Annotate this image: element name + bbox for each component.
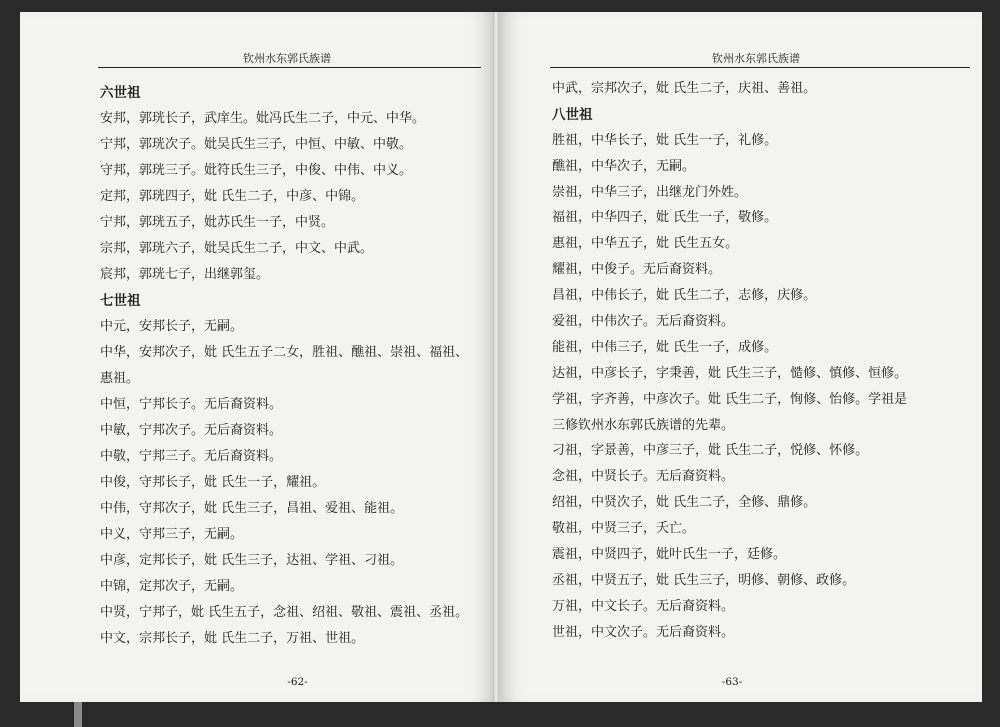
genealogy-line: 中彦，定邦长子，妣 氏生三子，达祖、学祖、刁祖。 [100,553,404,568]
genealogy-line: 福祖，中华四子，妣 氏生一子，敬修。 [552,210,778,226]
genealogy-line: 中敏，宁邦次子。无后裔资料。 [100,423,283,438]
left-text-lines [100,80,485,652]
genealogy-line: 昌祖，中伟长子，妣 氏生二子，志修，庆修。 [552,288,817,304]
right-page [498,12,982,702]
right-text-lines [552,76,972,646]
genealogy-line: 惠祖，中华五子，妣 氏生五女。 [552,236,739,252]
genealogy-line: 世祖，中文次子。无后裔资料。 [552,624,735,640]
genealogy-line: 安邦，郭珖长子，武庠生。妣冯氏生二子，中元、中华。 [100,111,426,126]
page-number: -63- [721,676,743,688]
genealogy-line: 爱祖，中伟次子。无后裔资料。 [552,314,735,330]
bookmark-ribbon [74,702,82,727]
genealogy-line: 中华，安邦次子，妣 氏生五子二女，胜祖、醮祖、崇祖、福祖、 [100,345,469,360]
genealogy-line: 醮祖，中华次子，无嗣。 [552,158,696,174]
genealogy-line: 中敬，宁邦三子。无后裔资料。 [100,449,283,464]
genealogy-line: 能祖，中伟三子，妣 氏生一子，成修。 [552,339,778,355]
genealogy-line: 胜祖，中华长子，妣 氏生一子，礼修。 [552,132,778,148]
genealogy-line: 念祖，中贤长子。无后裔资料。 [552,469,735,485]
left-page [20,12,495,702]
genealogy-line: 中伟，守邦次子，妣 氏生三子，昌祖、爱祖、能祖。 [100,501,404,516]
generation-heading: 六世祖 [100,85,141,101]
genealogy-line: 宁邦，郭珖次子。妣吴氏生三子，中恒、中敏、中敬。 [100,137,413,152]
genealogy-line: 守邦，郭珖三子。妣符氏生三子，中俊、中伟、中义。 [100,163,413,178]
page-number: -62- [287,676,308,688]
genealogy-line: 震祖，中贤四子，妣叶氏生一子，廷修。 [552,547,787,563]
genealogy-line: 中锦，定邦次子，无嗣。 [100,579,244,594]
genealogy-line: 中俊，守邦长子，妣 氏生一子，耀祖。 [100,475,326,490]
genealogy-line: 宁邦，郭珖五子，妣苏氏生一子，中贤。 [100,215,335,230]
header-rule [98,67,481,68]
genealogy-line: 崇祖，中华三子，出继龙门外姓。 [552,184,748,200]
generation-heading: 七世祖 [100,293,141,309]
genealogy-line: 万祖，中文长子。无后裔资料。 [552,598,735,614]
header-rule [550,67,970,68]
genealogy-line: 中恒，宁邦长子。无后裔资料。 [100,397,283,412]
genealogy-line: 三修钦州水东郭氏族谱的先辈。 [552,417,735,433]
generation-heading: 八世祖 [552,106,593,123]
genealogy-line: 中贤，宁邦子，妣 氏生五子，念祖、绍祖、敬祖、震祖、丞祖。 [100,605,469,620]
genealogy-line: 中元，安邦长子，无嗣。 [100,319,244,334]
genealogy-line: 宗邦，郭珖六子，妣吴氏生二子，中文、中武。 [100,241,374,256]
genealogy-line: 敬祖，中贤三子，夭亡。 [552,521,696,537]
genealogy-line: 耀祖，中俊子。无后裔资料。 [552,262,722,278]
genealogy-line: 学祖，字齐善，中彦次子。妣 氏生二子，恂修、怡修。学祖是 [552,391,908,407]
genealogy-line: 宸邦，郭珖七子，出继郭玺。 [100,267,270,282]
genealogy-line: 中义，守邦三子，无嗣。 [100,527,244,542]
page-header: 钦州水东郭氏族谱 [243,52,331,65]
genealogy-line: 中武，宗邦次子，妣 氏生二子，庆祖、善祖。 [552,81,817,96]
genealogy-line: 惠祖。 [100,371,140,386]
page-header: 钦州水东郭氏族谱 [712,52,800,65]
genealogy-line: 达祖，中彦长子，字秉善，妣 氏生三子，慥修、慎修、恒修。 [552,365,908,381]
genealogy-line: 丞祖，中贤五子，妣 氏生三子，明修、朝修、政修。 [552,572,856,588]
genealogy-line: 中文，宗邦长子，妣 氏生二子，万祖、世祖。 [100,631,365,646]
genealogy-line: 定邦，郭珖四子，妣 氏生二子，中彦、中锦。 [100,189,365,204]
genealogy-line: 绍祖，中贤次子，妣 氏生二子，全修、鼎修。 [552,495,817,511]
genealogy-line: 刁祖，字景善，中彦三子，妣 氏生二子，悦修、怀修。 [552,443,869,459]
